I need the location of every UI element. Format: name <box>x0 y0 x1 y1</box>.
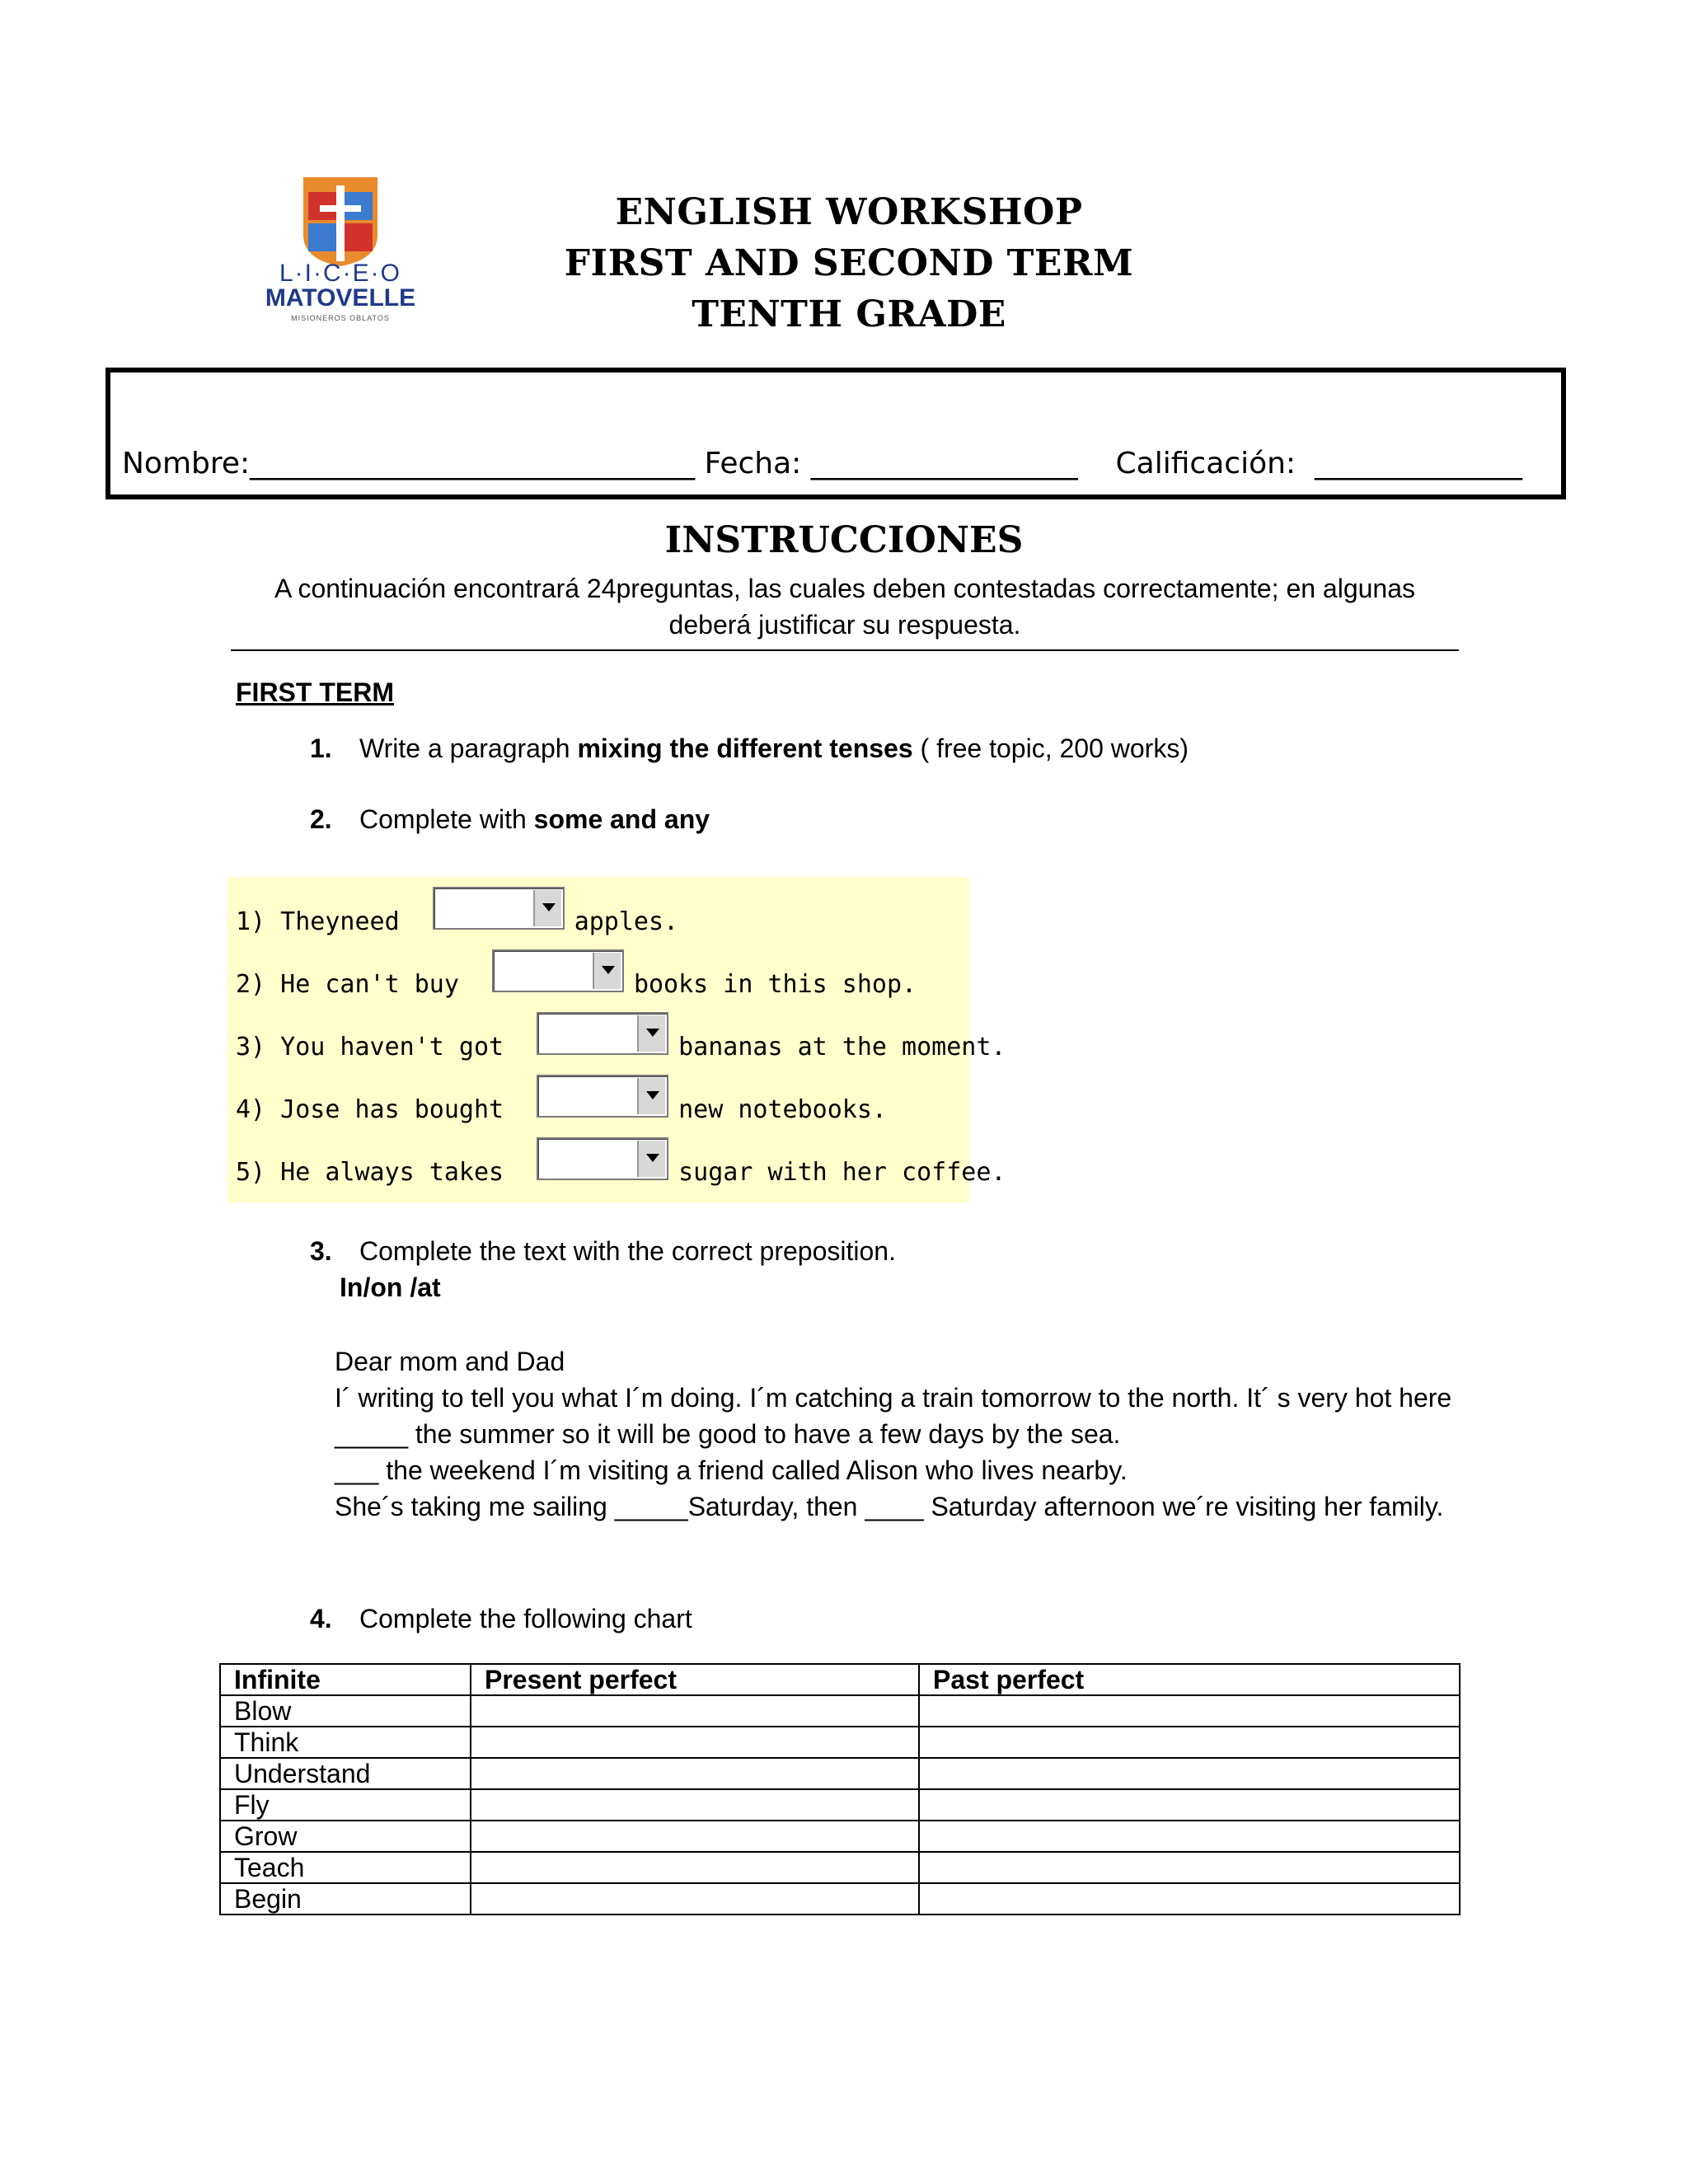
answer-dropdown[interactable] <box>433 887 565 930</box>
answer-dropdown[interactable] <box>537 1137 668 1180</box>
exercise-row <box>236 949 917 999</box>
student-info-box <box>106 368 1566 499</box>
question-number: 2. <box>310 804 332 834</box>
nombre-field[interactable]: ______________________________ <box>250 447 696 480</box>
answer-dropdown[interactable] <box>537 1075 668 1118</box>
question-number: 1. <box>310 733 332 763</box>
verb-cell: Teach <box>220 1852 471 1883</box>
table-row <box>220 1727 1460 1758</box>
dropdown-arrow-icon[interactable] <box>593 953 621 989</box>
exercise-text: bananas at the moment. <box>678 1033 1006 1062</box>
school-shield-icon <box>262 177 419 268</box>
answer-cell[interactable] <box>919 1695 1460 1727</box>
answer-cell[interactable] <box>919 1789 1460 1821</box>
answer-cell[interactable] <box>471 1727 919 1758</box>
nombre-label: Nombre: <box>122 447 251 480</box>
exercise-text: 4) Jose has bought <box>236 1095 504 1124</box>
table-row <box>220 1695 1460 1727</box>
table-header-row <box>220 1664 1460 1695</box>
student-info-line <box>122 447 1522 480</box>
verb-cell: Blow <box>220 1695 471 1727</box>
column-header: Past perfect <box>919 1664 1460 1695</box>
exercise-text: books in this shop. <box>633 970 917 999</box>
exercise-row <box>236 1012 1006 1062</box>
question-number: 3. <box>310 1236 332 1266</box>
dropdown-arrow-icon[interactable] <box>637 1015 665 1052</box>
dropdown-arrow-icon[interactable] <box>637 1141 665 1177</box>
letter-text <box>335 1343 1489 1525</box>
exercise-row <box>236 887 678 936</box>
title-line-2: FIRST AND SECOND TERM <box>564 242 1134 284</box>
answer-cell[interactable] <box>919 1727 1460 1758</box>
table-row <box>220 1852 1460 1883</box>
verb-cell: Think <box>220 1727 471 1758</box>
exercise-text: 3) You haven't got <box>236 1033 504 1062</box>
answer-cell[interactable] <box>471 1821 919 1852</box>
table-row <box>220 1883 1460 1915</box>
verb-cell: Understand <box>220 1758 471 1789</box>
column-header: Infinite <box>220 1664 471 1695</box>
question-text: Write a paragraph <box>359 733 578 763</box>
answer-cell[interactable] <box>919 1758 1460 1789</box>
column-header: Present perfect <box>471 1664 919 1695</box>
answer-cell[interactable] <box>919 1852 1460 1883</box>
fecha-label: Fecha: <box>704 447 802 480</box>
table-row <box>220 1758 1460 1789</box>
title-line-1: ENGLISH WORKSHOP <box>615 191 1083 233</box>
exercise-text: 5) He always takes <box>236 1158 504 1187</box>
answer-cell[interactable] <box>471 1852 919 1883</box>
section-heading: FIRST TERM <box>236 677 394 707</box>
question-text: Complete the text with the correct preposition. <box>359 1236 896 1266</box>
title-line-3: TENTH GRADE <box>692 293 1006 335</box>
question-number: 4. <box>310 1604 332 1633</box>
school-logo <box>262 177 419 322</box>
fecha-field[interactable]: __________________ <box>810 447 1078 480</box>
logo-line1: L·I·C·E·O <box>279 260 401 287</box>
question-3 <box>310 1233 896 1269</box>
answer-cell[interactable] <box>471 1883 919 1915</box>
exercise-text: sugar with her coffee. <box>678 1158 1006 1187</box>
answer-dropdown[interactable] <box>492 949 624 992</box>
exercise-row <box>236 1075 887 1124</box>
table-row <box>220 1789 1460 1821</box>
question-text: Complete with <box>359 804 534 834</box>
question-bold: some and any <box>533 804 710 834</box>
logo-line2: MATOVELLE <box>265 284 416 312</box>
question-1 <box>310 730 1189 766</box>
instructions-title: INSTRUCCIONES <box>664 519 1024 561</box>
exercise-text: 2) He can't buy <box>236 970 459 999</box>
calificacion-label: Calificación: <box>1115 447 1296 480</box>
question-text: Complete the following chart <box>359 1604 692 1633</box>
answer-cell[interactable] <box>471 1789 919 1821</box>
exercise-text: 1) Theyneed <box>236 907 400 936</box>
question-bold: mixing the different tenses <box>577 733 913 763</box>
instructions-text: A continuación encontrará 24preguntas, las cuales deben contestadas correctamente; en algunas deberá justificar su respuesta. <box>274 574 1416 640</box>
exercise-text: new notebooks. <box>678 1095 887 1124</box>
verb-chart <box>219 1663 1461 1915</box>
answer-cell[interactable] <box>919 1883 1460 1915</box>
dropdown-arrow-icon[interactable] <box>533 890 561 926</box>
exercise-text: apples. <box>574 907 679 936</box>
logo-line3: MISIONEROS OBLATOS <box>291 314 390 322</box>
question-2 <box>310 801 710 837</box>
question-text: ( free topic, 200 works) <box>912 733 1189 763</box>
dropdown-arrow-icon[interactable] <box>637 1078 665 1114</box>
letter-line: I´ writing to tell you what I´m doing. I´m catching a train tomorrow to the north. It´ s very hot here _____ the summer so it will be good to have a few days by the sea. <box>335 1383 1452 1449</box>
letter-line: ___ the weekend I´m visiting a friend called Alison who lives nearby. <box>335 1455 1128 1485</box>
verb-cell: Grow <box>220 1821 471 1852</box>
question-4 <box>310 1601 692 1637</box>
answer-cell[interactable] <box>471 1758 919 1789</box>
verb-cell: Fly <box>220 1789 471 1821</box>
letter-line: She´s taking me sailing _____Saturday, then ____ Saturday afternoon we´re visiting her family. <box>335 1492 1444 1521</box>
answer-dropdown[interactable] <box>537 1012 668 1055</box>
some-any-exercise <box>227 877 1006 1202</box>
calificacion-field[interactable]: ______________ <box>1314 447 1522 480</box>
exercise-row <box>236 1137 1006 1187</box>
answer-cell[interactable] <box>919 1821 1460 1852</box>
answer-cell[interactable] <box>471 1695 919 1727</box>
table-row <box>220 1821 1460 1852</box>
verb-cell: Begin <box>220 1883 471 1915</box>
letter-line: Dear mom and Dad <box>335 1347 565 1376</box>
preposition-options: In/on /at <box>340 1272 441 1302</box>
divider <box>231 649 1459 651</box>
